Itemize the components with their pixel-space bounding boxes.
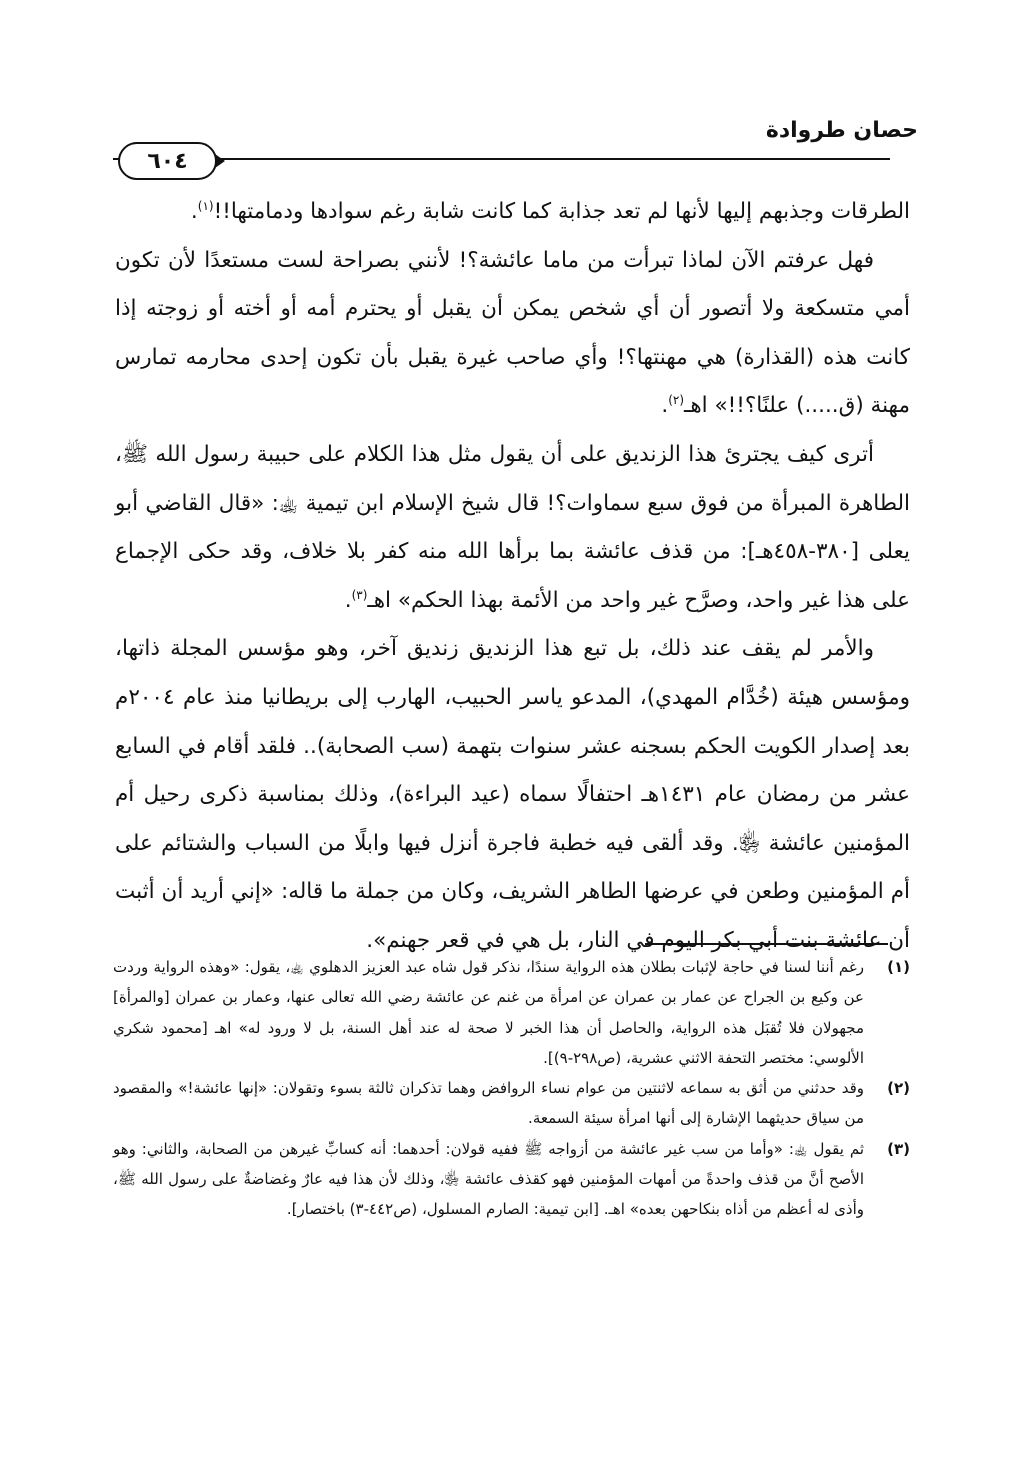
paragraph-4: والأمر لم يقف عند ذلك، بل تبع هذا الزنديق زنديق آخر، وهو مؤسس المجلة ذاتها، ومؤسس هيئة (خُدَّام المهدي)، المدعو ياسر الحبيب، الهارب إلى بريطانيا منذ عام ٢٠٠٤م بعد إصدار الكويت الحكم بسجنه عشر سنوات بتهمة (سب الصحابة).. فلقد أقام في السابع عشر من رمضان عام ١٤٣١هـ احتفالًا سماه (عيد البراءة)، وذلك بمناسبة ذكرى رحيل أم المؤمنين عائشة ﵂. وقد ألقى فيه خطبة فاجرة أنزل فيها وابلًا من السباب والشتائم على أم المؤمنين وطعن في عرضها الطاهر الشريف، وكان من جملة ما قاله: «إني أريد أن أثبت أن عائشة بنت أبي بكر اليوم في النار، بل هي في قعر جهنم». [115, 636, 910, 953]
footnotes [113, 952, 910, 1225]
header-rule [113, 158, 890, 160]
footnote-2 [113, 1073, 910, 1134]
footnote-text: وقد حدثني من أثق به سماعه لاثنتين من عوام نساء الروافض وهما تذكران ثالثة بسوء وتقولان: «إنها عائشة!» والمقصود من سياق حديثهما الإشارة إلى أنها امرأة سيئة السمعة. [113, 1079, 864, 1128]
footnote-number: (١) [887, 958, 910, 976]
footnote-separator [645, 943, 888, 945]
paragraph-1: الطرقات وجذبهم إليها لأنها لم تعد جذابة كما كانت شابة رغم سوادها ودمامتها!!$^{(١)}$. [190, 198, 910, 224]
footnote-3 [113, 1134, 910, 1225]
main-text [115, 188, 910, 966]
footnote-ref-3[interactable]: (٣) [351, 587, 368, 602]
footnote-number: (٢) [887, 1079, 910, 1098]
page-number: ٦٠٤ [147, 148, 188, 174]
running-title: حصان طروادة [765, 118, 918, 143]
footnote-text: رغم أننا لسنا في حاجة لإثبات بطلان هذه الرواية سندًا، نذكر قول شاه عبد العزيز الدهلوي ﵀، يقول: «وهذه الرواية وردت عن وكيع بن الجراح عن عمار بن عمران عن امرأة من غنم عن عائشة رضي الله تعالى عنها، وعمار بن عمران [والمرأة] مجهولان فلا تُقبَل هذه الرواية، والحاصل أن هذا الخبر لا صحة له عند أهل السنة، بل لا ورود له» اهـ [محمود شكري الألوسي: مختصر التحفة الاثني عشرية، (ص٢٩٨-٩)]. [113, 958, 864, 1067]
page-number-badge [118, 142, 217, 180]
footnote-1 [113, 952, 910, 1073]
footnote-ref-1[interactable]: (١) [197, 198, 214, 213]
footnote-text: ثم يقول ﵀: «وأما من سب غير عائشة من أزواجه ﷺ ففيه قولان: أحدهما: أنه كسابِّ غيرهن من الصحابة، والثاني: وهو الأصح أنَّ من قذف واحدةً من أمهات المؤمنين فهو كقذف عائشة ﵂، وذلك لأن هذا فيه عارٌ وغضاضةٌ على رسول الله ﷺ، وأذى له أعظم من أذاه بنكاحهن بعده» اهـ. [ابن تيمية: الصارم المسلول، (ص٤٤٢-٣) باختصار]. [113, 1139, 864, 1219]
paragraph-2: فهل عرفتم الآن لماذا تبرأت من ماما عائشة؟! لأنني بصراحة لست مستعدًا لأن تكون أمي متسكعة ولا أتصور أن أي شخص يمكن أن يقبل أو يحترم أمه أو أخته أو زوجته إذا كانت هذه (القذارة) هي مهنتها؟! وأي صاحب غيرة يقبل بأن تكون إحدى محارمه تمارس مهنة (ق.....) علنًا؟!!» اهـ$^{(٢)}$. [115, 247, 910, 419]
paragraph-3: أترى كيف يجترئ هذا الزنديق على أن يقول مثل هذا الكلام على حبيبة رسول الله ﷺ، الطاهرة المبرأة من فوق سبع سماوات؟! قال شيخ الإسلام ابن تيمية ﵀: «قال القاضي أبو يعلى [٣٨٠-٤٥٨هـ]: من قذف عائشة بما برأها الله منه كفر بلا خلاف، وقد حكى الإجماع على هذا غير واحد، وصرَّح غير واحد من الأئمة بهذا الحكم» اهـ$^{(٣)}$. [115, 441, 910, 613]
footnote-number: (٣) [887, 1139, 910, 1158]
footnote-ref-2[interactable]: (٢) [668, 393, 685, 408]
